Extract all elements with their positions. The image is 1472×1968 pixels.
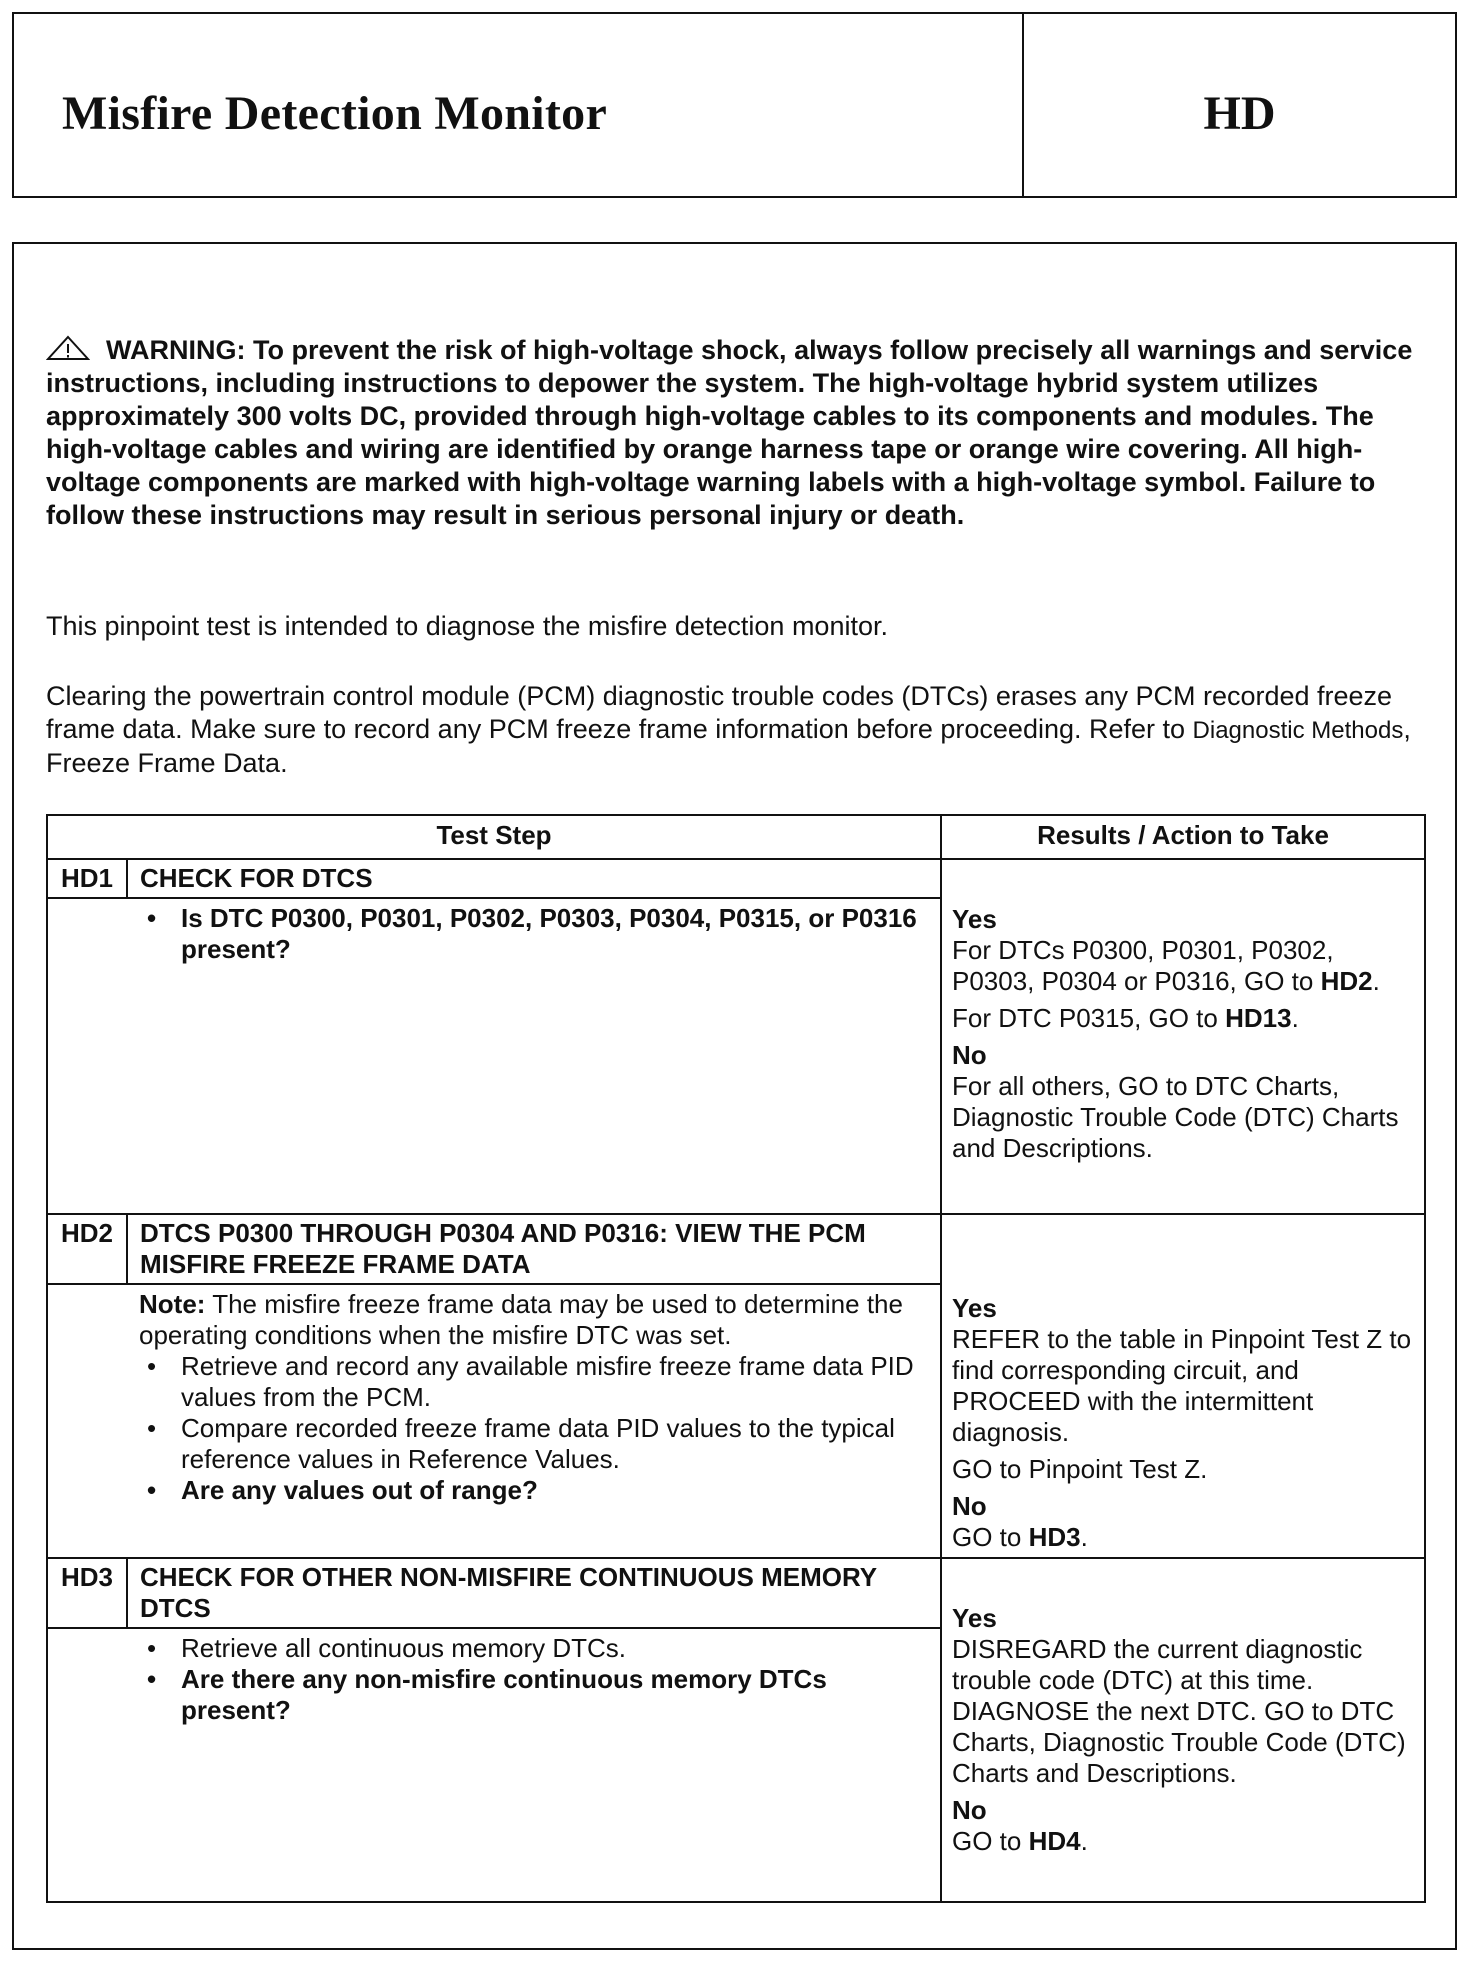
- step-results: Yes DISREGARD the current diagnostic trouble code (DTC) at this time. DIAGNOSE the next DTC. GO to DTC Charts, Diagnostic Trouble Code (DTC) Charts and Descriptions. No GO to HD4.: [941, 1558, 1425, 1902]
- table-header-row: [47, 815, 1425, 859]
- no-label: No: [952, 1040, 987, 1070]
- yes-label: Yes: [952, 904, 997, 934]
- goto-step-link[interactable]: HD4: [1028, 1826, 1081, 1856]
- goto-step-link[interactable]: HD13: [1225, 1003, 1292, 1033]
- freeze-frame-text: Clearing the powertrain control module (PCM) diagnostic trouble codes (DTCs) erases any PCM recorded freeze frame data. Make sure to record any PCM freeze frame information before proceeding. Refer to: [46, 681, 1393, 744]
- blank-cell: [47, 1628, 127, 1902]
- yes-text: DISREGARD the current diagnostic trouble code (DTC) at this time. DIAGNOSE the next DTC. GO to DTC Charts, Diagnostic Trouble Code (DTC) Charts and Descriptions.: [952, 1634, 1406, 1788]
- freeze-frame-text-end: , Freeze Frame Data.: [46, 714, 1411, 778]
- section-code: HD: [1203, 87, 1276, 140]
- yes-label: Yes: [952, 1603, 997, 1633]
- step-title: CHECK FOR DTCS: [127, 859, 941, 898]
- step-title: CHECK FOR OTHER NON-MISFIRE CONTINUOUS MEMORY DTCS: [127, 1558, 941, 1628]
- warning-text: WARNING: To prevent the risk of high-voltage shock, always follow precisely all warnings and service instructions, including instructions to depower the system. The high-voltage hybrid system utilizes approximately 300 volts DC, provided through high-voltage cables to its components and modules. The high-voltage cables and wiring are identified by orange harness tape or orange wire covering. All high-voltage components are marked with high-voltage warning labels with a high-voltage symbol. Failure to follow these instructions may result in serious personal injury or death.: [46, 335, 1413, 530]
- list-item: • Retrieve and record any available misfire freeze frame data PID values from the PCM.: [181, 1351, 928, 1413]
- pinpoint-test-table: [46, 814, 1426, 1903]
- page-title: Misfire Detection Monitor: [62, 87, 608, 140]
- step-body: [127, 898, 941, 1214]
- test-step-header: Test Step: [47, 815, 941, 859]
- yes-text: For DTC P0315, GO to: [952, 1003, 1226, 1033]
- yes-text: GO to Pinpoint Test Z.: [952, 1454, 1208, 1484]
- list-item: • Are any values out of range?: [181, 1475, 928, 1506]
- no-text: GO to: [952, 1826, 1029, 1856]
- note-label: Note:: [139, 1289, 206, 1319]
- results-header: Results / Action to Take: [941, 815, 1425, 859]
- step-results: Yes REFER to the table in Pinpoint Test Z to find corresponding circuit, and PROCEED with the intermittent diagnosis. GO to Pinpoint Test Z. No GO to HD3.: [941, 1214, 1425, 1558]
- yes-text: REFER to the table in Pinpoint Test Z to find corresponding circuit, and PROCEED with the intermittent diagnosis.: [952, 1324, 1412, 1447]
- goto-step-link[interactable]: HD2: [1320, 966, 1373, 996]
- no-text: GO to: [952, 1522, 1029, 1552]
- no-text: For all others, GO to DTC Charts, Diagnostic Trouble Code (DTC) Charts and Descriptions.: [952, 1071, 1399, 1163]
- step-id: HD3: [47, 1558, 127, 1628]
- note-text: The misfire freeze frame data may be used to determine the operating conditions when the misfire DTC was set.: [139, 1289, 903, 1350]
- list-item: • Compare recorded freeze frame data PID values to the typical reference values in Reference Values.: [181, 1413, 928, 1475]
- list-item: • Are there any non-misfire continuous memory DTCs present?: [181, 1664, 928, 1726]
- step-body: [127, 1284, 941, 1558]
- list-item: • Retrieve all continuous memory DTCs.: [181, 1633, 928, 1664]
- blank-cell: [47, 898, 127, 1214]
- no-label: No: [952, 1795, 987, 1825]
- step-body: [127, 1628, 941, 1902]
- step-title: DTCS P0300 THROUGH P0304 AND P0316: VIEW THE PCM MISFIRE FREEZE FRAME DATA: [127, 1214, 941, 1284]
- yes-label: Yes: [952, 1293, 997, 1323]
- step-id: HD1: [47, 859, 127, 898]
- content-box: [12, 242, 1457, 1950]
- yes-text: For DTCs P0300, P0301, P0302, P0303, P0304 or P0316, GO to: [952, 935, 1334, 996]
- step-results: Yes For DTCs P0300, P0301, P0302, P0303, P0304 or P0316, GO to HD2. For DTC P0315, GO to HD13. No For all others, GO to DTC Charts, Diagnostic Trouble Code (DTC) Charts and Descriptions.: [941, 859, 1425, 1214]
- table-row: [47, 859, 1425, 898]
- diagnostic-methods-link[interactable]: Diagnostic Methods: [1192, 717, 1404, 744]
- note: [139, 1289, 928, 1351]
- list-item: • Is DTC P0300, P0301, P0302, P0303, P0304, P0315, or P0316 present?: [181, 903, 928, 965]
- goto-step-link[interactable]: HD3: [1028, 1522, 1081, 1552]
- warning-triangle-icon: [46, 335, 90, 361]
- table-row: [47, 1558, 1425, 1628]
- step-id: HD2: [47, 1214, 127, 1284]
- header-box: [12, 12, 1457, 198]
- no-label: No: [952, 1491, 987, 1521]
- blank-cell: [47, 1284, 127, 1558]
- table-row: [47, 1214, 1425, 1284]
- freeze-frame-paragraph: [46, 680, 1436, 780]
- intro-paragraph: This pinpoint test is intended to diagnose the misfire detection monitor.: [46, 611, 888, 641]
- warning-block: [46, 334, 1436, 532]
